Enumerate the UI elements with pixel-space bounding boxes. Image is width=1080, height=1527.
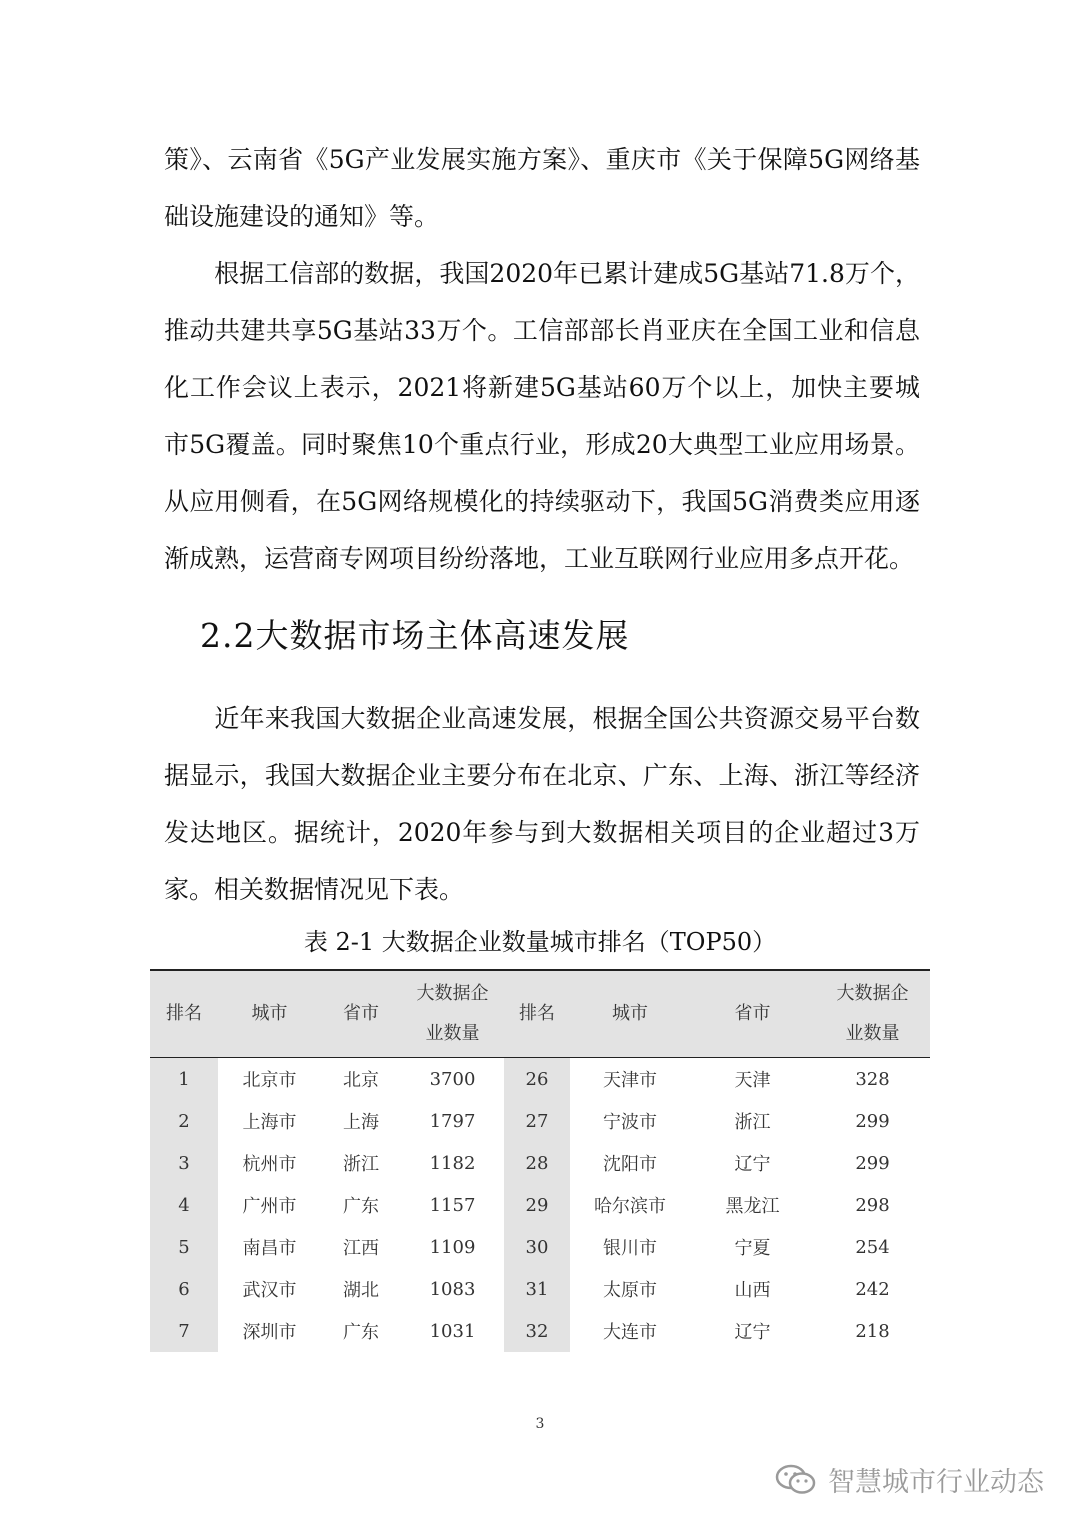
cell-count: 298 (855, 1194, 890, 1216)
cell-city: 上海市 (242, 1112, 297, 1133)
cell-rank: 6 (150, 1268, 218, 1310)
cell-province: 湖北 (343, 1280, 379, 1301)
cell-rank: 31 (504, 1268, 570, 1310)
cell-province: 浙江 (734, 1112, 771, 1133)
cell-rank: 5 (150, 1226, 218, 1268)
cell-count: 328 (855, 1068, 890, 1090)
cell-rank: 27 (504, 1100, 570, 1142)
table-header-row (150, 970, 930, 1058)
cell-rank: 1 (150, 1058, 218, 1101)
cell-city: 太原市 (603, 1280, 657, 1301)
header-rank: 排名 (504, 970, 570, 1058)
cell-city: 宁波市 (603, 1112, 657, 1133)
header-city: 城市 (570, 970, 690, 1058)
table-caption: 表 2-1 大数据企业数量城市排名（TOP50） (303, 928, 777, 956)
header-city: 城市 (218, 970, 321, 1058)
watermark-text: 智慧城市行业动态 (828, 1467, 1044, 1498)
cell-count: 3700 (429, 1068, 476, 1090)
table-row (150, 1310, 930, 1352)
page-number: 3 (535, 1416, 545, 1432)
cell-province: 宁夏 (734, 1238, 771, 1259)
cell-province: 浙江 (343, 1154, 379, 1175)
cell-city: 大连市 (603, 1322, 657, 1343)
paragraph-5g-stats: 根据工信部的数据，我国2020年已累计建成5G基站71.8万个，推动共建共享5G基站33万个。工信部部长肖亚庆在全国工业和信息化工作会议上表示，2021将新建5G基站60万个以上，加快主要城市5G覆盖。同时聚焦10个重点行业，形成20大典型工业应用场景。从应用侧看，在5G网络规模化的持续驱动下，我国5G消费类应用逐渐成熟，运营商专网项目纷纷落地，工业互联网行业应用多点开花。 (164, 259, 920, 573)
cell-city: 杭州市 (242, 1154, 297, 1175)
header-count (815, 970, 930, 1058)
cell-count: 1797 (429, 1110, 476, 1132)
table-row (150, 1184, 930, 1226)
cell-province: 辽宁 (734, 1322, 771, 1343)
cell-count: 299 (855, 1110, 890, 1132)
city-ranking-table (150, 969, 930, 1352)
cell-city: 哈尔滨市 (594, 1196, 666, 1217)
header-count-line1: 大数据企 (836, 983, 909, 1004)
cell-city: 深圳市 (242, 1322, 297, 1343)
cell-province: 广东 (343, 1196, 379, 1217)
header-province: 省市 (690, 970, 815, 1058)
cell-count: 218 (855, 1320, 890, 1342)
cell-city: 银川市 (603, 1238, 657, 1259)
cell-count: 299 (855, 1152, 890, 1174)
cell-count: 242 (855, 1278, 890, 1300)
header-province: 省市 (321, 970, 401, 1058)
cell-count: 1031 (429, 1320, 476, 1342)
cell-count: 1182 (429, 1152, 476, 1174)
cell-province: 江西 (343, 1238, 379, 1259)
cell-city: 武汉市 (242, 1280, 297, 1301)
cell-rank: 29 (504, 1184, 570, 1226)
cell-city: 南昌市 (242, 1238, 297, 1259)
cell-province: 黑龙江 (725, 1196, 780, 1217)
header-count-line2: 业数量 (425, 1023, 480, 1044)
header-rank: 排名 (150, 970, 218, 1058)
watermark (774, 1460, 1044, 1499)
cell-rank: 32 (504, 1310, 570, 1352)
paragraph-policy-end: 策》、云南省《5G产业发展实施方案》、重庆市《关于保障5G网络基础设施建设的通知》等。 (164, 145, 920, 231)
cell-province: 北京 (343, 1070, 379, 1091)
cell-count: 1083 (429, 1278, 476, 1300)
table-row (150, 1142, 930, 1184)
cell-city: 广州市 (242, 1196, 297, 1217)
cell-province: 广东 (343, 1322, 379, 1343)
header-count-line2: 业数量 (845, 1023, 900, 1044)
cell-province: 辽宁 (734, 1154, 771, 1175)
wechat-icon (774, 1462, 818, 1498)
paragraph-bigdata: 近年来我国大数据企业高速发展，根据全国公共资源交易平台数据显示，我国大数据企业主要分布在北京、广东、上海、浙江等经济发达地区。据统计，2020年参与到大数据相关项目的企业超过3万家。相关数据情况见下表。 (164, 704, 920, 904)
cell-rank: 30 (504, 1226, 570, 1268)
cell-province: 上海 (343, 1112, 379, 1133)
cell-count: 1109 (429, 1236, 476, 1258)
cell-province: 天津 (734, 1070, 771, 1091)
header-count (401, 970, 504, 1058)
cell-count: 1157 (429, 1194, 476, 1216)
table-row (150, 1100, 930, 1142)
table-row (150, 1226, 930, 1268)
cell-count: 254 (855, 1236, 890, 1258)
cell-city: 北京市 (242, 1070, 297, 1091)
cell-rank: 7 (150, 1310, 218, 1352)
header-count-line1: 大数据企 (416, 983, 489, 1004)
section-heading: 2.2大数据市场主体高速发展 (200, 616, 630, 655)
table-row (150, 1268, 930, 1310)
cell-rank: 3 (150, 1142, 218, 1184)
cell-rank: 4 (150, 1184, 218, 1226)
cell-city: 天津市 (603, 1070, 657, 1091)
cell-rank: 26 (504, 1058, 570, 1101)
cell-city: 沈阳市 (603, 1154, 657, 1175)
cell-province: 山西 (734, 1280, 771, 1301)
cell-rank: 2 (150, 1100, 218, 1142)
table-row (150, 1058, 930, 1101)
cell-rank: 28 (504, 1142, 570, 1184)
